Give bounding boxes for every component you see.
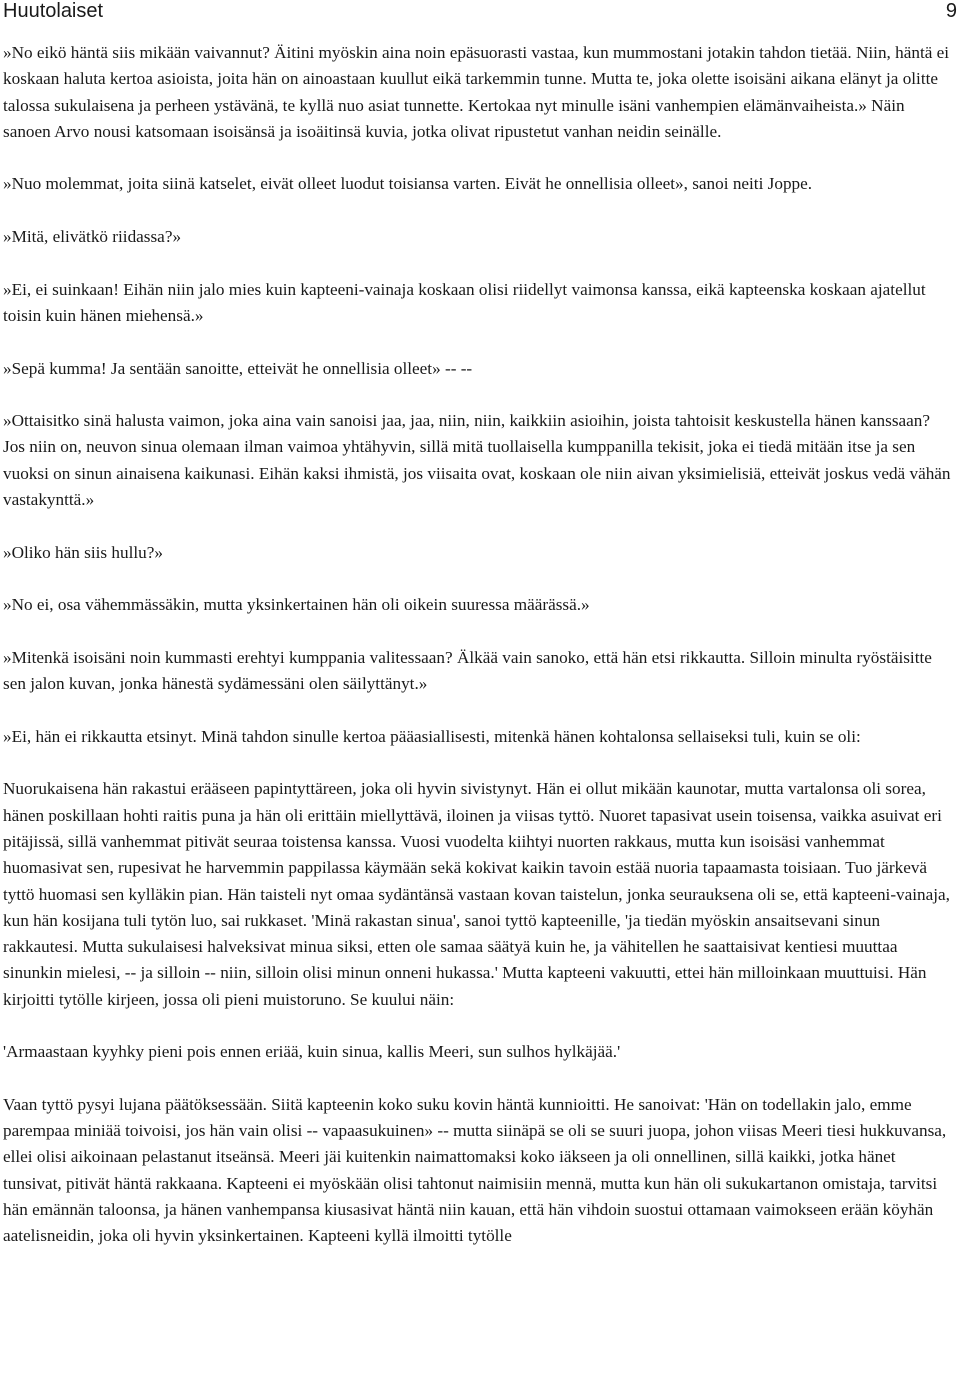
paragraph: »Ei, hän ei rikkautta etsinyt. Minä tahdon sinulle kertoa pääasiallisesti, mitenkä hänen kohtalonsa sellaiseksi tuli, kuin se oli: <box>3 726 861 746</box>
paragraph: »Ottaisitko sinä halusta vaimon, joka aina vain sanoisi jaa, jaa, niin, niin, kaikkiin asioihin, joista tahtoisit keskustella hänen kanssaan? Jos niin on, neuvon sinua olemaan ilman vaimoa yhtähyvin, sillä mitä tuollaisella kumppanilla tekisit, joka ei tiedä mitään itse ja sen vuoksi on sinun ainaisena kaikunasi. Eihän kaksi ihmistä, jos viisaita ovat, koskaan ole niin aivan yksimielisiä, etteivät joskus vedä vähän vastakynttä.» <box>3 411 951 510</box>
paragraph: »Mitä, elivätkö riidassa?» <box>3 227 182 247</box>
paragraph: »Sepä kumma! Ja sentään sanoitte, etteivät he onnellisia olleet» -- -- <box>3 358 473 378</box>
page-body <box>3 40 956 1250</box>
page-number: 9 <box>945 0 957 22</box>
paragraph: Vaan tyttö pysyi lujana päätöksessään. Siitä kapteenin koko suku kovin häntä kunnioitti. He sanoivat: 'Hän on todellakin jalo, emme parempaa miniää toivoisi, jos hän vain olisi -- vapaasukuinen» -- mutta siinäpä se oli se suuri juopa, johon viisas Meeri tiesi hukkuvansa, ellei olisi aikoinaan pelastanut itseänsä. Meeri jäi kuitenkin naimattomaksi koko iäkseen ja oli onnellinen, sillä kaikki, jotka hänet tunsivat, pitivät häntä rakkaana. Kapteeni ei myöskään olisi tahtonut naimisiin mennä, mutta kun hän oli sukukartanon omistaja, tarvitsi hän emännän taloonsa, ja hänen vanhempansa kiusasivat häntä niin kauan, että hän vihdoin suostui ottamaan vaimokseen erään köyhän aatelisneidin, joka oli hyvin yksinkertainen. Kapteeni kyllä ilmoitti tytölle <box>3 1094 947 1246</box>
paragraph: »Nuo molemmat, joita siinä katselet, eivät olleet luodut toisiansa varten. Eivät he onnellisia olleet», sanoi neiti Joppe. <box>3 174 813 194</box>
paragraph: »Ei, ei suinkaan! Eihän niin jalo mies kuin kapteeni-vainaja koskaan olisi riidellyt vaimonsa kanssa, eikä kapteenska koskaan ajatellut toisin kuin hänen miehensä.» <box>3 279 926 325</box>
page-header <box>0 0 960 28</box>
paragraph: »Oliko hän siis hullu?» <box>3 542 163 562</box>
paragraph: »Mitenkä isoisäni noin kummasti erehtyi kumppania valitessaan? Älkää vain sanoko, että hän etsi rikkautta. Silloin minulta ryöstäisitte sen jalon kuvan, jonka hänestä sydämessäni olen säilyttänyt.» <box>3 647 932 694</box>
paragraph: 'Armaastaan kyyhky pieni pois ennen eriää, kuin sinua, kallis Meeri, sun sulhos hylkäjää.' <box>3 1042 621 1062</box>
paragraph: Nuorukaisena hän rakastui erääseen papintyttäreen, joka oli hyvin sivistynyt. Hän ei ollut mikään kaunotar, mutta vartalonsa oli sorea, hänen poskillaan hohti raitis puna ja hän oli erittäin miellyttävä, iloinen ja viisas tyttö. Nuoret tapasivat usein toisensa, vaikka asuivat eri pitäjissä, sillä vanhemmat pitivät seuraa toistensa kanssa. Vuosi vuodelta kiihtyi nuorten rakkaus, mutta kun isoisäsi vanhemmat huomasivat sen, rupesivat he harvemmin pappilassa käymään sekä kokivat kaikin tavoin estää nuoria tapaamasta toisiaan. Tuo järkevä tyttö huomasi sen kylläkin pian. Hän taisteli nyt omaa sydäntänsä vastaan kovan taistelun, jonka seurauksena oli se, että kapteeni-vainaja, kun hän kosijana tuli tytön luo, sai rukkaset. 'Minä rakastan sinua', sanoi tyttö kapteenille, 'ja tiedän myöskin ansaitsevani sinun rakkautesi. Mutta sukulaisesi halveksivat minua siksi, etten ole samaa säätyä kuin he, ja vähitellen he saattaisivat kentiesi muuttaa sinunkin mielesi, -- ja silloin -- niin, silloin olisi minun onneni hukassa.' Mutta kapteeni vakuutti, ettei hän milloinkaan muuttuisi. Hän kirjoitti tytölle kirjeen, jossa oli pieni muistoruno. Se kuului näin: <box>3 779 950 1009</box>
book-title: Huutolaiset <box>3 0 104 22</box>
paragraph: »No ei, osa vähemmässäkin, mutta yksinkertainen hän oli oikein suuressa määrässä.» <box>3 595 590 615</box>
paragraph: »No eikö häntä siis mikään vaivannut? Äitini myöskin aina noin epäsuorasti vastaa, kun mummostani jotakin tahdon tietää. Niin, häntä ei koskaan haluta kertoa asioista, joita hän on ainoastaan kuullut eikä tarkemmin tunne. Mutta te, joka olette isoisäni aikana elänyt ja olitte talossa sukulaisena ja perheen ystävänä, te kyllä nuo asiat tunnette. Kertokaa nyt minulle isäni vanhempien elämänvaiheista.» Näin sanoen Arvo nousi katsomaan isoisänsä ja isoäitinsä kuvia, jotka olivat ripustetut vanhan neidin seinälle. <box>3 43 950 141</box>
